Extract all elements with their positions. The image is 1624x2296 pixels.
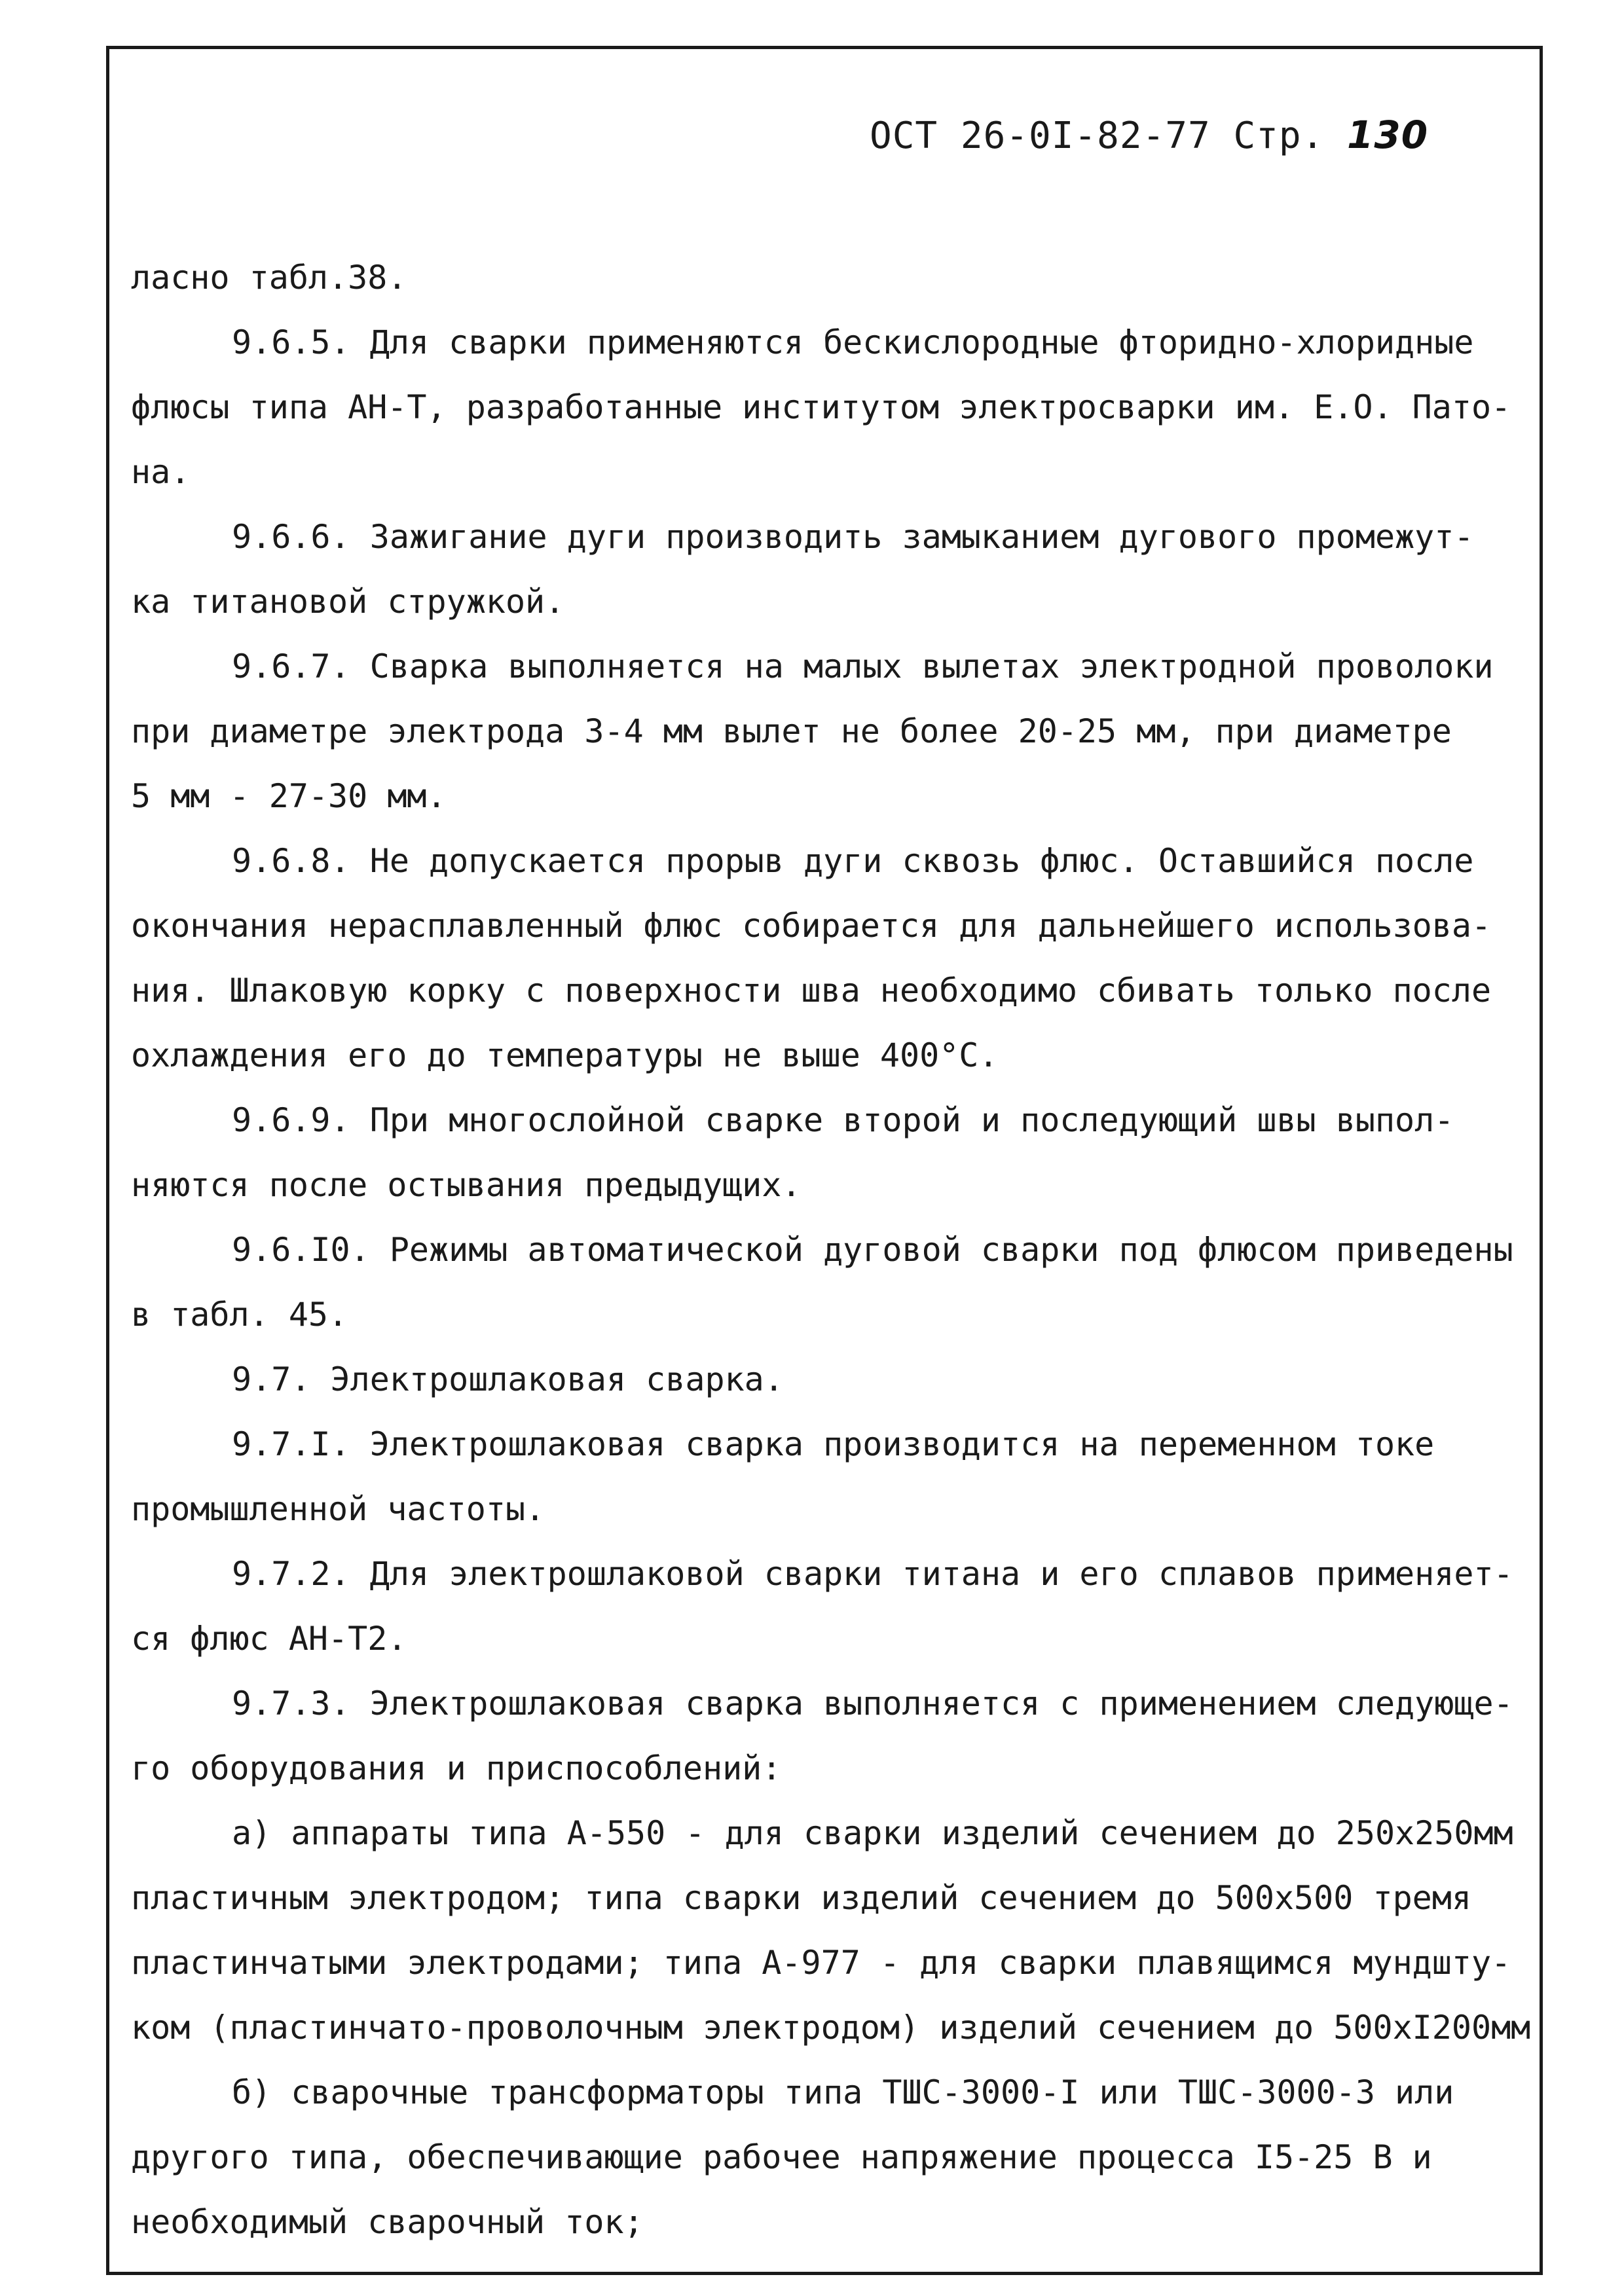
text-line: 9.6.I0. Режимы автоматической дуговой сварки под флюсом приведены <box>232 1231 1513 1269</box>
text-line: окончания нерасплавленный флюс собирается для дальнейшего использова- <box>131 907 1492 945</box>
text-line: 9.7.I. Электрошлаковая сварка производится на переменном токе <box>232 1425 1435 1463</box>
text-line: ния. Шлаковую корку с поверхности шва необходимо сбивать только после <box>131 972 1492 1010</box>
page-number: 130 <box>1347 113 1429 157</box>
text-line: необходимый сварочный ток; <box>131 2203 644 2241</box>
text-line: 9.7.3. Электрошлаковая сварка выполняется с применением следующе- <box>232 1685 1513 1722</box>
text-line: 5 мм - 27-30 мм. <box>131 777 447 815</box>
text-line: 9.6.5. Для сварки применяются бескислородные фторидно-хлоридные <box>232 323 1474 361</box>
text-line: пластинчатыми электродами; типа А-977 - для сварки плавящимся мундшту- <box>131 1944 1511 1982</box>
text-line: другого типа, обеспечивающие рабочее напряжение процесса I5-25 В и <box>131 2138 1432 2176</box>
text-line: пластичным электродом; типа сварки изделий сечением до 500х500 тремя <box>131 1879 1471 1917</box>
text-line: го оборудования и приспособлений: <box>131 1749 782 1787</box>
text-line: при диаметре электрода 3-4 мм вылет не более 20-25 мм, при диаметре <box>131 712 1452 750</box>
document-id: ОСТ 26-0I-82-77 Стр. <box>870 115 1325 157</box>
text-line: 9.7.2. Для электрошлаковой сварки титана и его сплавов применяет- <box>232 1555 1513 1593</box>
text-line: ласно табл.38. <box>131 259 407 297</box>
text-line: ком (пластинчато-проволочным электродом) изделий сечением до 500хI200мм <box>131 2009 1531 2047</box>
text-line: ся флюс АН-Т2. <box>131 1620 407 1658</box>
text-line: промышленной частоты. <box>131 1490 545 1528</box>
text-line: б) сварочные трансформаторы типа ТШС-3000-I или ТШС-3000-3 или <box>232 2073 1454 2111</box>
text-line: няются после остывания предыдущих. <box>131 1166 802 1204</box>
text-line: охлаждения его до температуры не выше 400°С. <box>131 1036 999 1074</box>
text-line: в табл. 45. <box>131 1296 348 1334</box>
text-line: 9.7. Электрошлаковая сварка. <box>232 1360 784 1398</box>
text-line: 9.6.7. Сварка выполняется на малых вылетах электродной проволоки <box>232 647 1494 685</box>
text-line: 9.6.8. Не допускается прорыв дуги сквозь флюс. Оставшийся после <box>232 842 1474 880</box>
text-line: ка титановой стружкой. <box>131 583 565 621</box>
text-line: флюсы типа АН-Т, разработанные институтом электросварки им. Е.О. Пато- <box>131 388 1511 426</box>
text-line: а) аппараты типа А-550 - для сварки изделий сечением до 250х250мм <box>232 1814 1513 1852</box>
text-line: 9.6.6. Зажигание дуги производить замыканием дугового промежут- <box>232 518 1474 556</box>
text-line: 9.6.9. При многослойной сварке второй и последующий швы выпол- <box>232 1101 1454 1139</box>
document-body <box>131 246 1531 2255</box>
text-line: на. <box>131 453 191 491</box>
page-header <box>870 113 1428 157</box>
